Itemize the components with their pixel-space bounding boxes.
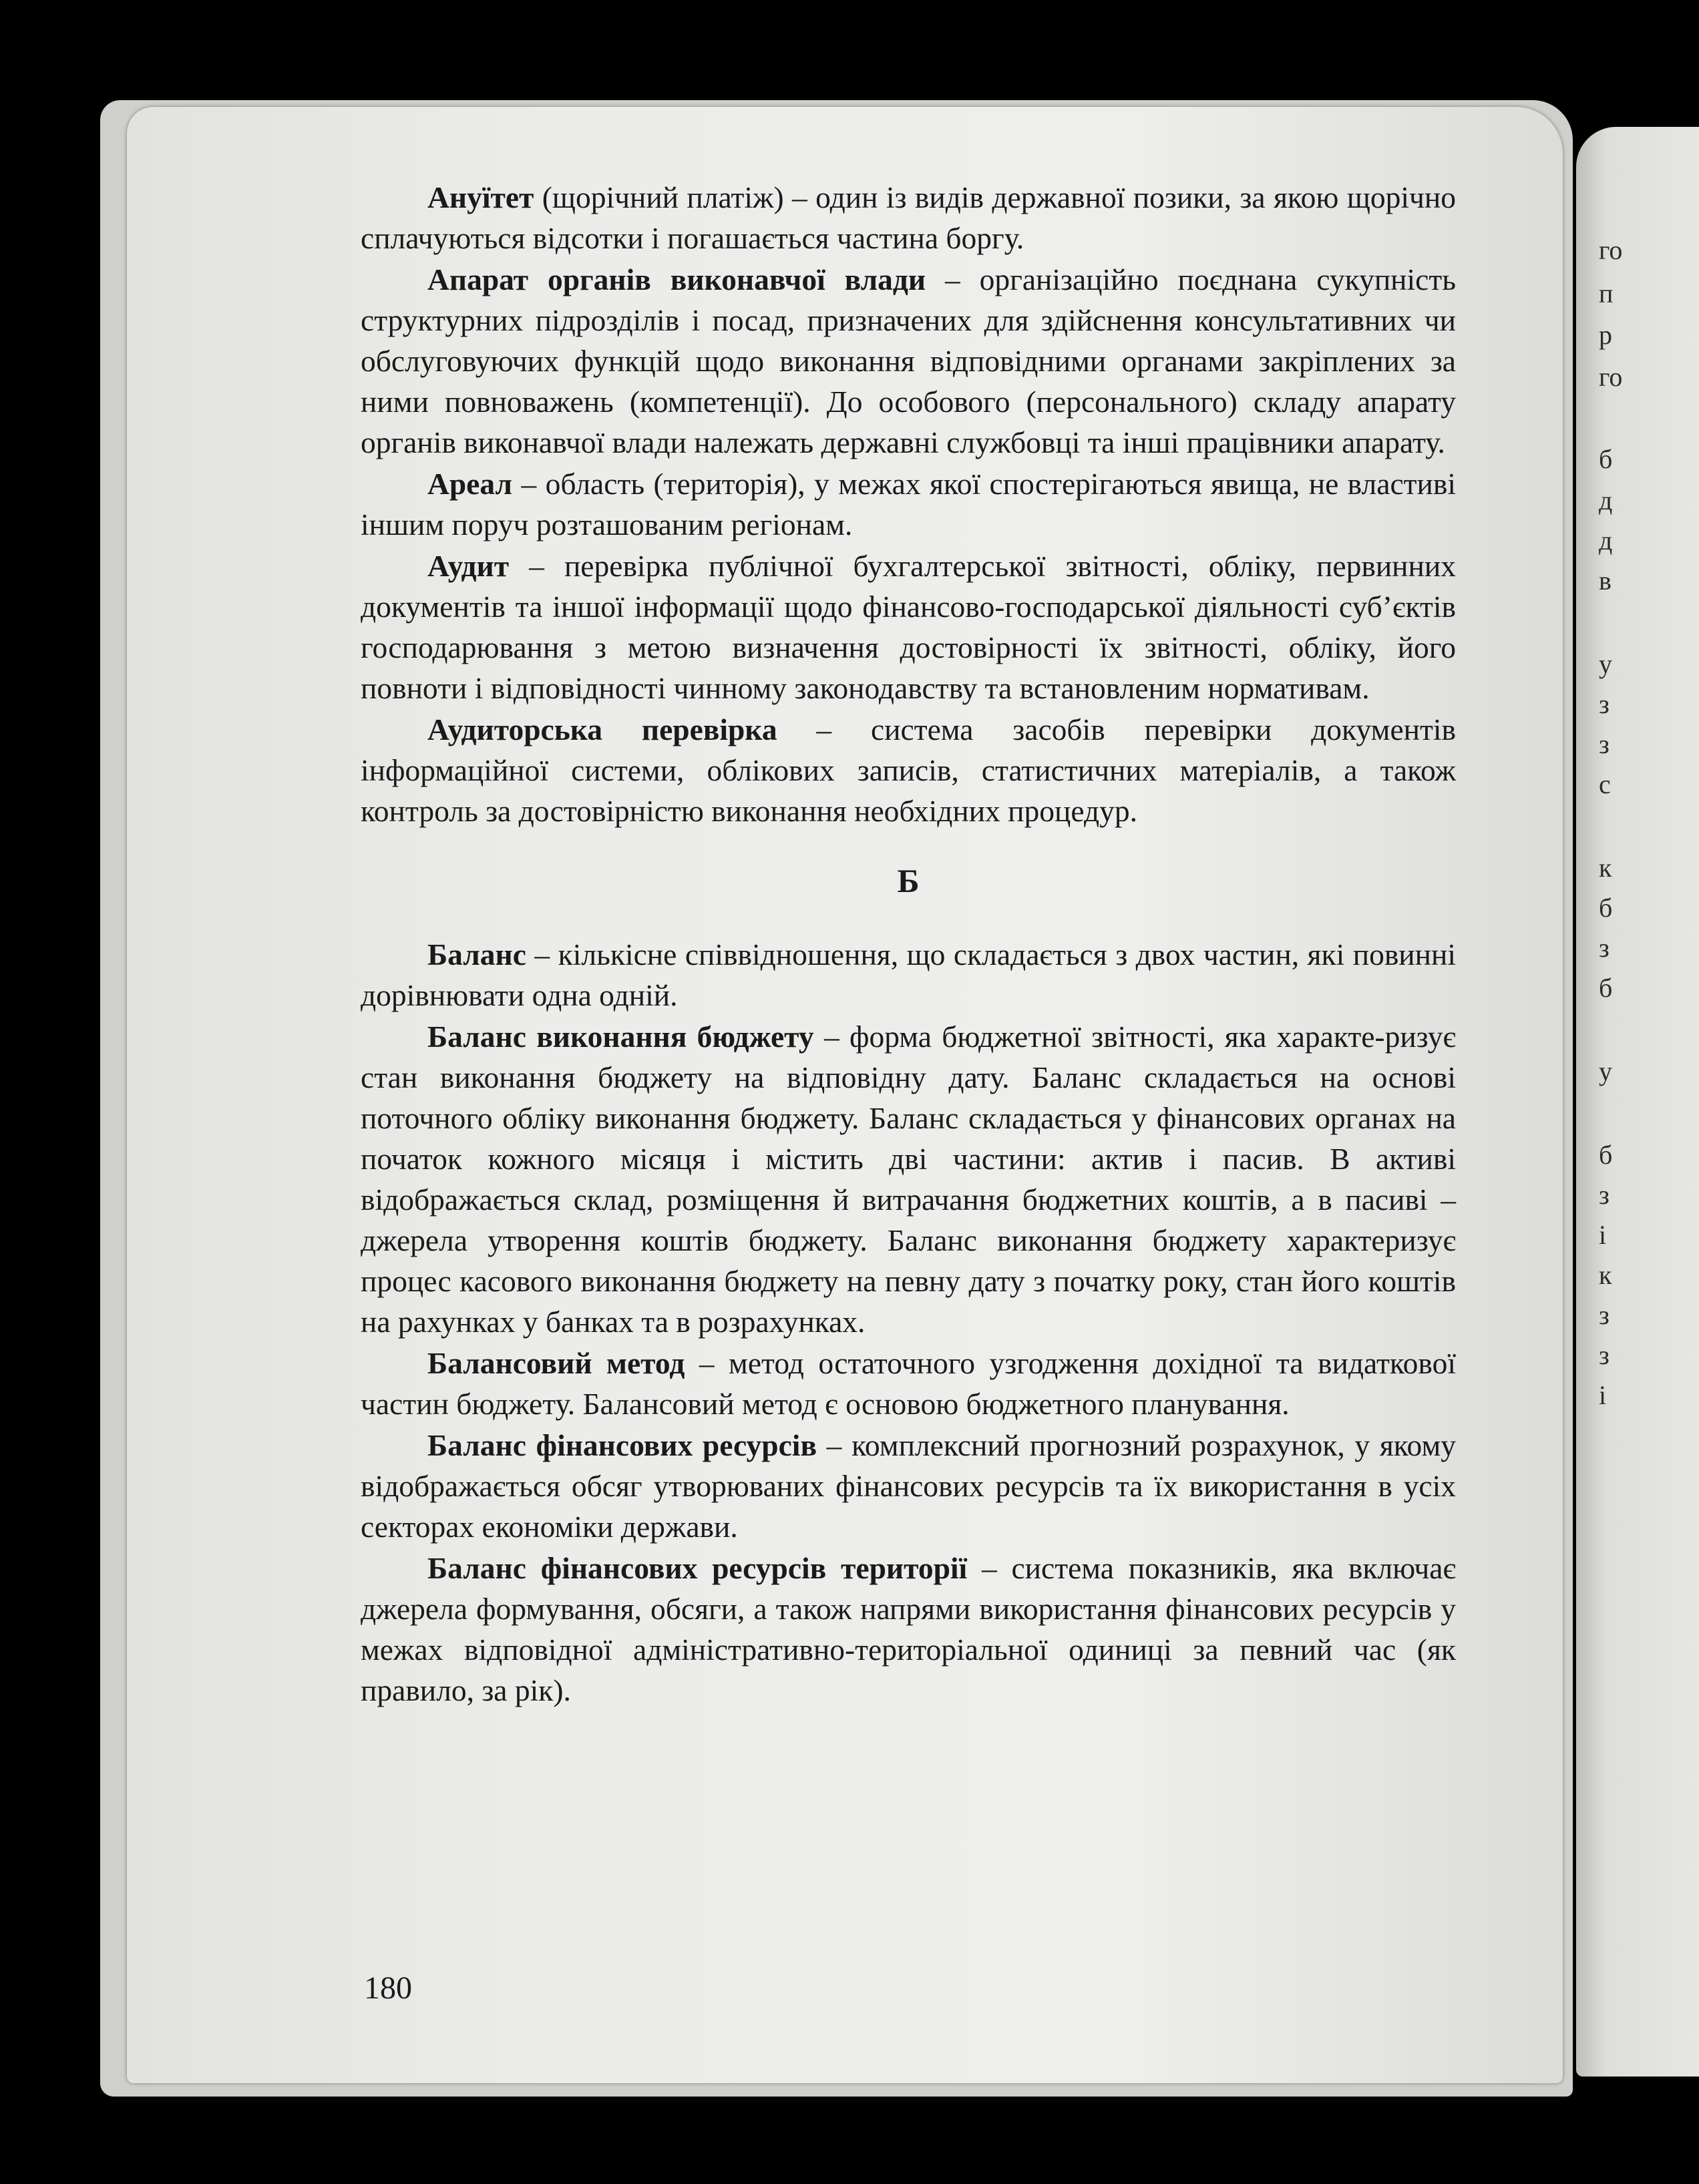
section-letter-heading: Б (897, 862, 920, 899)
entry-definition: – перевірка публічної бухгалтерської звітності, обліку, первинних документів та іншої інформації щодо фінансово-господарської діяльності суб’єктів господарювання з метою визначення достовірності їх звітності, обліку, його повноти і відповідності чинному законодавству та встановленим нормативам. (361, 549, 1456, 705)
entry-term: Баланс (427, 937, 526, 971)
next-page-fragment: б (1599, 973, 1613, 1003)
glossary-entry (361, 259, 1456, 463)
entry-definition: – комплексний прогнозний розрахунок, у якому відображається обсяг утворюваних фінансових ресурсів та їх використання в усіх секторах економіки держави. (361, 1428, 1456, 1544)
next-page-fragment: у (1599, 649, 1612, 679)
next-page-fragment: у (1599, 1056, 1612, 1086)
entry-term: Ареал (427, 467, 513, 501)
next-page-fragment: д (1599, 485, 1613, 515)
next-page-fragment: к (1599, 853, 1612, 883)
next-page-fragment: б (1599, 444, 1613, 474)
next-page-fragment: к (1599, 1260, 1612, 1290)
glossary-entry (361, 463, 1456, 545)
entry-term: Аудит (427, 549, 510, 583)
entry-term: Аудиторська перевірка (427, 712, 777, 746)
entry-definition: – область (територія), у межах якої спостерігаються явища, не властиві іншим поруч розташованим регіонам. (361, 467, 1456, 541)
next-page-fragment: з (1599, 1300, 1610, 1330)
entry-definition: – система показників, яка включає джерела формування, обсяги, а також напрями використання фінансових ресурсів у межах відповідної адміністративно-територіальної одиниці за певний час (як правило, за рік). (361, 1551, 1457, 1707)
glossary-entry (361, 1548, 1456, 1711)
next-page-fragment: в (1599, 566, 1612, 596)
glossary-entry (361, 1425, 1456, 1547)
next-page-edge (1576, 127, 1699, 2077)
next-page-fragment: з (1599, 1340, 1610, 1370)
glossary-entry (361, 1016, 1456, 1342)
next-page-fragment: і (1599, 1220, 1607, 1250)
entry-term: Ануїтет (427, 180, 534, 214)
entry-term: Апарат органів виконавчої влади (427, 262, 926, 296)
next-page-fragment: б (1599, 1140, 1613, 1170)
next-page-fragment: з (1599, 729, 1610, 759)
glossary-entry (361, 709, 1456, 831)
glossary-entry (361, 934, 1456, 1016)
next-page-fragment: с (1599, 769, 1611, 799)
entry-definition: – кількісне співвідношення, що складається з двох частин, які повинні дорівнювати одна одній. (361, 937, 1456, 1012)
entry-definition: – форма бюджетної звітності, яка характе-ризує стан виконання бюджету на відповідну дату. Баланс складається на основі поточного обліку виконання бюджету. Баланс складається у фінансових органах на початок кожного місяця і містить дві частини: актив і пасив. В активі відображається склад, розміщення й витрачання бюджетних коштів, а в пасиві – джерела утворення коштів бюджету. Баланс виконання бюджету характеризує процес касового виконання бюджету на певну дату з початку року, стан його коштів на рахунках у банках та в розрахунках. (361, 1020, 1456, 1339)
entry-definition: – організаційно поєднана сукупність структурних підрозділів і посад, призначених для здійснення консультативних чи обслуговуючих функцій щодо виконання відповідними органами закріплених за ними повноважень (компетенції). До особового (персонального) складу апарату органів виконавчої влади належать державні службовці та інші працівники апарату. (361, 262, 1456, 459)
entry-term: Баланс фінансових ресурсів території (427, 1551, 968, 1585)
next-page-fragment: р (1599, 320, 1612, 350)
entry-term: Баланс виконання бюджету (427, 1020, 814, 1054)
page-number: 180 (364, 1970, 412, 2006)
next-page-fragment: го (1599, 362, 1623, 392)
glossary-entry (361, 177, 1456, 258)
entry-definition: – система засобів перевірки документів інформаційної системи, облікових записів, статистичних матеріалів, а також контроль за достовірністю виконання необхідних процедур. (361, 712, 1456, 828)
next-page-fragment: б (1599, 893, 1613, 923)
next-page-fragment: і (1599, 1380, 1607, 1410)
entry-term: Баланс фінансових ресурсів (427, 1428, 817, 1462)
entry-term: Балансовий метод (427, 1346, 685, 1380)
glossary-entry (361, 1343, 1456, 1424)
next-page-fragment: з (1599, 689, 1610, 719)
next-page-fragment: п (1599, 278, 1614, 308)
next-page-fragment: го (1599, 235, 1623, 265)
next-page-fragment: з (1599, 1180, 1610, 1210)
entry-definition: (щорічний платіж) – один із видів державної позики, за якою щорічно сплачуються відсотки і погашається частина боргу. (361, 180, 1456, 255)
entry-definition: – метод остаточного узгодження дохідної та видаткової частин бюджету. Балансовий метод є основою бюджетного планування. (361, 1346, 1456, 1421)
glossary-entry (361, 545, 1456, 708)
page-text (361, 177, 1456, 1711)
next-page-fragment: з (1599, 933, 1610, 963)
next-page-fragment: д (1599, 525, 1613, 556)
